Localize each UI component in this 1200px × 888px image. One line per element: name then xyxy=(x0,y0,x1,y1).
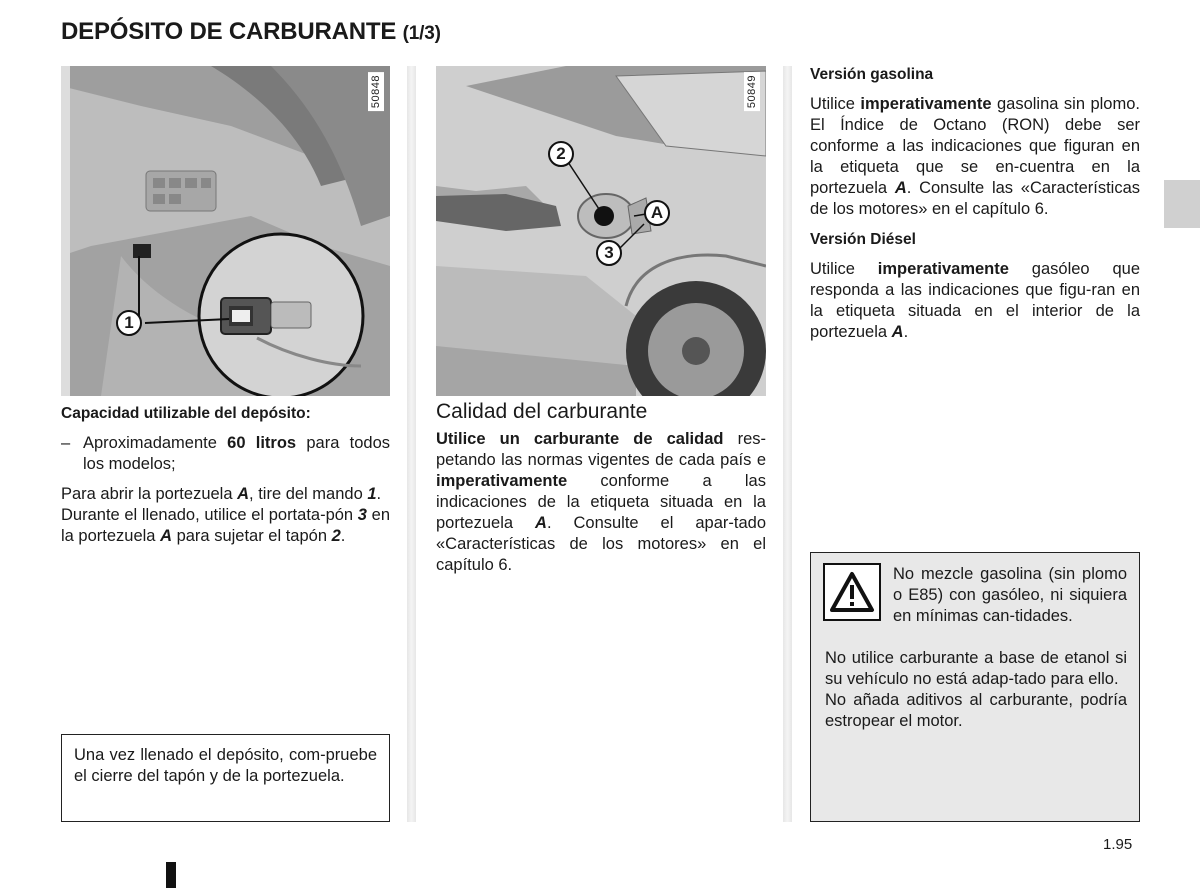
fuel-quality-c: . Consulte el apar-tado «Características de los motores» en el capítulo 6. xyxy=(436,514,766,574)
ref-A: A xyxy=(160,527,172,545)
callout-1: 1 xyxy=(116,310,142,336)
ref-A: A xyxy=(237,485,250,503)
gasoline-heading: Versión gasolina xyxy=(810,66,934,83)
gasoline-paragraph xyxy=(810,94,1140,220)
g-b: gasolina sin plomo. El Índice de Octano (RON) debe ser conforme a las indicaciones que figuran en la etiqueta que se en-cuentra en la portezuela xyxy=(810,95,1140,197)
g-bold: imperativamente xyxy=(860,95,992,113)
warning-mix: No mezcle gasolina (sin plomo o E85) con gasóleo, ni siquiera en mínimas can-tidades. xyxy=(893,565,1127,625)
ref-1: 1 xyxy=(367,485,377,503)
d-c: . xyxy=(903,323,909,341)
callout-A: A xyxy=(644,200,670,226)
dashboard-illustration xyxy=(61,66,390,396)
p1-a: Para abrir la portezuela xyxy=(61,485,238,503)
page-edge-marker xyxy=(166,862,176,888)
middle-column-text xyxy=(436,401,766,576)
capacity-value: 60 litros xyxy=(227,434,297,452)
ref-A: A xyxy=(894,179,907,197)
ref-3: 3 xyxy=(357,506,367,524)
p2-a: Durante el llenado, utilice el portata-pón xyxy=(61,506,358,524)
open-door-paragraph xyxy=(61,484,390,505)
fuel-quality-heading: Calidad del carburante xyxy=(436,400,648,423)
filling-note-box xyxy=(61,734,390,822)
car-fuel-door-photo xyxy=(436,66,766,396)
column-separator-2 xyxy=(783,66,792,822)
left-column-text xyxy=(61,403,390,547)
warning-triangle-icon xyxy=(823,563,881,621)
title-part: (1/3) xyxy=(402,23,441,44)
title-text: DEPÓSITO DE CARBURANTE xyxy=(61,18,397,45)
section-tab xyxy=(1164,180,1200,228)
figure-number: 50849 xyxy=(744,72,760,111)
d-bold: imperativamente xyxy=(877,260,1009,278)
figure-number: 50848 xyxy=(368,72,384,111)
column-separator-1 xyxy=(407,66,416,822)
car-illustration xyxy=(436,66,766,396)
d-b: gasóleo que responda a las indicaciones que figu-ran en la etiqueta situada en el interior de la portezuela xyxy=(810,260,1140,341)
capacity-bullet xyxy=(61,433,390,475)
fuel-quality-b: conforme a las indicaciones de la etiqueta situada en la portezuela xyxy=(436,472,766,532)
warning-ethanol: No utilice carburante a base de etanol si su vehículo no está adap-tado para ello. xyxy=(825,649,1127,688)
callout-3: 3 xyxy=(596,240,622,266)
warning-text-1 xyxy=(893,564,1127,627)
g-a: Utilice xyxy=(810,95,861,113)
fuel-quality-bold-1: Utilice un carburante de calidad xyxy=(436,430,724,448)
fuel-quality-paragraph xyxy=(436,429,766,576)
p2-c: para sujetar el tapón xyxy=(172,527,332,545)
right-column-text xyxy=(810,64,1140,343)
ref-A: A xyxy=(891,323,904,341)
capacity-heading: Capacidad utilizable del depósito: xyxy=(61,405,311,422)
capacity-text-b: para todos los modelos; xyxy=(83,434,390,473)
warning-triangle-svg xyxy=(829,571,875,613)
ref-2: 2 xyxy=(331,527,341,545)
fuel-quality-bold-2: imperativamente xyxy=(436,472,568,490)
bullet-dash: – xyxy=(61,434,71,452)
p1-b: , tire del mando xyxy=(249,485,368,503)
diesel-heading: Versión Diésel xyxy=(810,231,916,248)
warning-text-2 xyxy=(825,648,1127,732)
p2-d: . xyxy=(340,527,346,545)
filling-paragraph xyxy=(61,505,390,547)
diesel-paragraph xyxy=(810,259,1140,343)
p2-b: en la portezuela xyxy=(61,506,390,545)
dashboard-photo xyxy=(61,66,390,396)
p1-c: . xyxy=(376,485,382,503)
filling-note: Una vez llenado el depósito, com-pruebe el cierre del tapón y de la portezuela. xyxy=(74,746,377,785)
ref-A: A xyxy=(535,514,547,532)
warning-box xyxy=(810,552,1140,822)
page-title xyxy=(61,18,441,46)
g-c: . Consulte las «Características de los motores» en el capítulo 6. xyxy=(810,179,1140,218)
page-number: 1.95 xyxy=(1103,836,1133,853)
callout-2: 2 xyxy=(548,141,574,167)
capacity-text xyxy=(83,433,390,475)
capacity-text-a: Aproximadamente xyxy=(83,434,228,452)
d-a: Utilice xyxy=(810,260,878,278)
fuel-quality-a: res-petando las normas vigentes de cada país e xyxy=(436,430,767,469)
warning-additives: No añada aditivos al carburante, podría estropear el motor. xyxy=(825,691,1127,730)
